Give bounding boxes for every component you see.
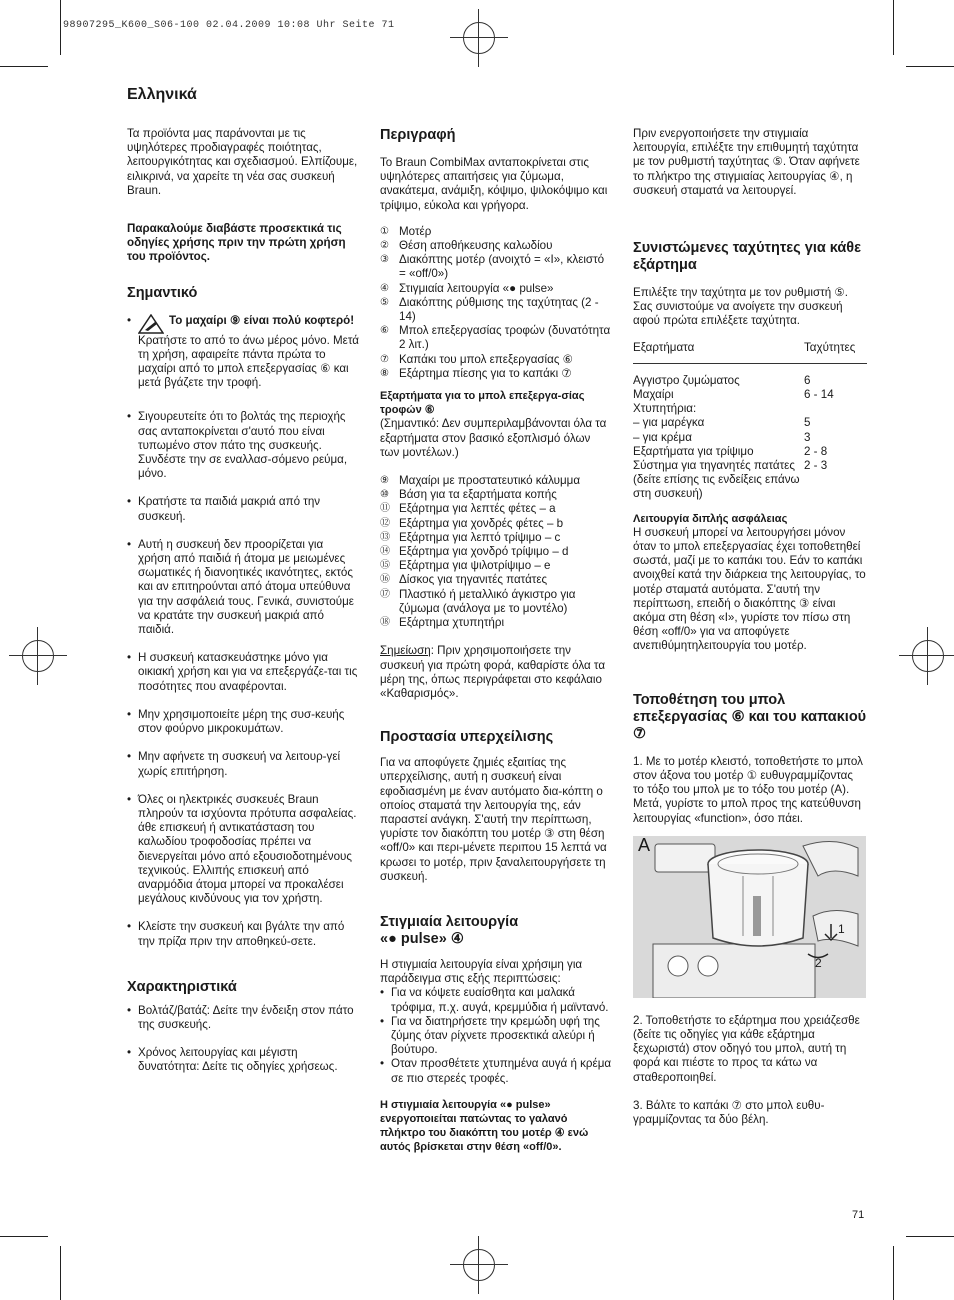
list-item: • Μην χρησιμοποιείτε μέρη της συσ-κευής στον φούρνο μικροκυμάτων. (127, 708, 359, 736)
crop-mark (0, 1236, 48, 1237)
accessories-bold: Εξαρτήματα για το μπολ επεξεργα-σίας τροφών ⑥ (380, 390, 585, 417)
crop-mark (60, 0, 61, 55)
pulse-list (380, 986, 612, 1085)
accessories-list (380, 474, 612, 630)
intro-text: Τα προϊόντα μας παράνονται με τις υψηλότερες προδιαγραφές ποιότητας, λειτουργικότητας και σχεδιασμού. Ελπίζουμε, ειλικρινά, να χαρείτε τη νέα σας συσκευή Braun. (127, 127, 358, 197)
list-item: • Οταν προσθέτετε χτυπημένα αυγά ή κρέμα σε πιο στερεές τροφές. (380, 1057, 612, 1085)
safety-list (127, 410, 359, 948)
language-title: Ελληνικά (127, 86, 197, 103)
warning-block (127, 314, 359, 391)
list-item: ⑱ Εξάρτημα χτυπητήρι (380, 616, 505, 630)
warning-text: Κρατήστε το από το άνω μέρος μόνο. Μετά τη χρήση, αφαιρείτε πάντα πρώτα το μαχαίρι από το μπολ επεξεργασίας ⑥ και μετά βγάζετε την τροφή. (138, 333, 359, 390)
table-row: Μαχαίρι 6 - 14 (633, 388, 834, 402)
print-header: 98907295_K600_S06-100 02.04.2009 10:08 Uhr Seite 71 (63, 20, 395, 31)
crop-mark (893, 1246, 894, 1300)
speed-table (633, 341, 867, 502)
description-intro: Το Braun CombiMax ανταποκρίνεται στις υψηλότερες απαιτήσεις για ζύμωμα, ανακάτεμα, ανάμιξη, κόψιμο, ψιλοκόψιμο και τρίψιμο, εύκολα και γρήγορα. (380, 156, 608, 212)
table-row: Εξαρτήματα για τρίψιμο 2 - 8 (633, 444, 828, 458)
list-item: ③ Διακόπτης μοτέρ (ανοιχτό = «I», κλειστό = «off/0») (380, 253, 605, 281)
table-row: Αγγιστρο ζυμώματος 6 (633, 373, 811, 387)
figure-a (633, 836, 866, 998)
list-item: • Αυτή η συσκευή δεν προορίζεται για χρήση από παιδιά ή άτομα με μειωμένες σωματικές ή διανοητικές ικανότητες, εκτός και αν επιτηρούνται από άτομα υπεύθυνα για την ασφάλειά τους. Γενικά, συνιστούμε να κρατάτε την συσκευή μακριά από παιδιά. (127, 538, 359, 637)
crop-mark (893, 0, 894, 55)
table-header: Εξαρτήματα Ταχύτητες (633, 341, 867, 364)
list-item: • Μην αφήνετε τη συσκευή να λειτουρ-γεί χωρίς επιτήρηση. (127, 750, 359, 778)
pulse-continued: Πριν ενεργοποιήσετε την στιγμιαία λειτουργία, επιλέξτε την επιθυμητή ταχύτητα με τον ρυθμιστή ταχύτητας ⑤. Όταν αφήνετε το πλήκτρο της στιγμιαίας λειτουργίας ④, η συσκευή σταματά να λειτουργεί. (633, 127, 860, 197)
registration-mark (22, 640, 54, 672)
list-item: ⑩ Βάση για τα εξαρτήματα κοπής (380, 488, 557, 502)
list-item: • Χρόνος λειτουργίας και μέγιστη δυνατότητα: Δείτε τις οδηγίες χρήσεως. (127, 1046, 359, 1074)
crop-mark (60, 1246, 61, 1300)
important-heading: Σημαντικό (127, 284, 198, 301)
column-2 (380, 127, 612, 1155)
list-item: ④ Στιγμιαία λειτουργία «● pulse» (380, 281, 554, 295)
list-item: ⑦ Καπάκι του μπολ επεξεργασίας ⑥ (380, 352, 574, 366)
list-item: ⑪ Εξάρτημα για λεπτές φέτες – a (380, 502, 556, 516)
list-item: • Κλείστε την συσκευή και βγάλτε την από την πρίζα πριν την αποθηκεύ-σετε. (127, 920, 359, 948)
registration-mark (912, 640, 944, 672)
list-item: ⑯ Δίσκος για τηγανιτές πατάτες (380, 573, 548, 587)
registration-mark (463, 1249, 495, 1281)
speeds-intro: Επιλέξτε την ταχύτητα με τον ρυθμιστή ⑤. Σας συνιστούμε να ανοίγετε την συσκευή αφού πρώτα επιλέξετε ταχύτητα. (633, 286, 848, 328)
list-item: ⑫ Εξάρτημα για χονδρές φέτες – b (380, 516, 564, 530)
features-heading: Χαρακτηριστικά (127, 978, 237, 995)
table-row: Χτυπητήρια: (633, 402, 697, 416)
list-item: ⑮ Εξάρτημα για ψιλοτρίψιμο – e (380, 559, 551, 573)
bullet: • (127, 313, 132, 327)
table-row: Σύστημα για τηγανητές πατάτες 2 - 3 (633, 459, 828, 473)
list-item: ⑧ Εξάρτημα πίεσης για το καπάκι ⑦ (380, 366, 572, 380)
list-item: • Σιγουρευτείτε ότι το βολτάς της περιοχής σας ανταποκρίνεται σ'αυτό που είναι τυπωμένο στον πάτο της συσκευής. Συνδέστε την σε εναλλασ-σόμενο ρεύμα, μόνο. (127, 410, 359, 481)
warning-bold: Το μαχαίρι ⑨ είναι πολύ κοφτερό! (169, 313, 355, 327)
pulse-heading: Στιγμιαία λειτουργία «● pulse» ④ (380, 913, 519, 947)
pulse-intro: Η στιγμιαία λειτουργία είναι χρήσιμη για παράδειγμα στις εξής περιπτώσεις: (380, 957, 583, 986)
intro-bold: Παρακαλούμε διαβάστε προσεκτικά τις οδηγίες χρήσης πριν την πρώτη χρήση του προϊόντος. (127, 222, 346, 264)
list-item: • Βολτάζ/βατάζ: Δείτε την ένδειξη στον πάτο της συσκευής. (127, 1004, 359, 1032)
description-heading: Περιγραφή (380, 127, 456, 143)
speeds-heading: Συνιστώμενες ταχύτητες για κάθε εξάρτημα (633, 240, 862, 274)
crop-mark (906, 66, 954, 67)
list-item: • Όλες οι ηλεκτρικές συσκευές Braun πληρούν τα ισχύοντα πρότυπα ασφαλείας. άθε επισκευή ή αντικατάσταση του καλωδίου τροφοδοσίας πρέπει να διενεργείται μόνο από εξουσιοδοτημένους τεχνικούς. Ελλιπής επισκευή από αναρμόδια άτομα μπορεί να προκαλέσει μεγάλους κινδύνους για τον χρήστη. (127, 793, 359, 907)
list-item: ⑭ Εξάρτημα για χονδρό τρίψιμο – d (380, 545, 569, 559)
list-item: ⑤ Διακόπτης ρύθμισης της ταχύτητας (2 - 14) (380, 295, 599, 324)
overflow-heading: Προστασία υπερχείλισης (380, 729, 554, 746)
arrow-1-label: 1 (838, 921, 845, 936)
list-item: ② Θέση αποθήκευσης καλωδίου (380, 239, 553, 253)
list-item: • Η συσκευή κατασκευάστηκε μόνο για οικιακή χρήση και για να επεξεργάζε-ται τις ποσότητες που αναφέρονται. (127, 651, 359, 694)
double-safety-text: Η συσκευή μπορεί να λειτουργήσει μόνον όταν το μπολ επεξεργασίας έχει τοποθετηθεί σωστά, μαζί με το καπάκι του. Εάν το καπάκι ανοιχθεί κατά την διάρκεια της λειτουργίας, το μοτέρ σταματά αυτόματα. Σ'αυτή την περίπτωση, επειδή ο διακόπτης ③ είναι ακόμα στη θέση «I», γυρίστε τον πίσω στη θέση «off/0» για να αποφύγετε ανεπιθύμητηλειτουργία του μοτέρ. (633, 525, 866, 653)
pulse-bold: Η στιγμιαία λειτουργία «● pulse» ενεργοποιείται πατώντας το γαλανό πλήκτρο του διακόπτη του μοτέρ ④ ενώ αυτός βρίσκεται στην θέση «off/0». (380, 1098, 589, 1154)
table-row: – για κρέμα 3 (633, 430, 811, 444)
step-2: 2. Τοποθετήστε το εξάρτημα που χρειάζεσθε (δείτε τις οδηγίες για κάθε εξάρτημα ξεχωριστά) στον οδηγό του μπολ, αυτή τη φορά και πιέστε το προς τα κάτω να σταθεροποιηθεί. (633, 1013, 860, 1084)
list-item: ⑰ Πλαστικό ή μεταλλικό άγκιστρο για ζύμωμα (ανάλογα με το μοντέλο) (380, 587, 576, 615)
list-item: • Για να διατηρήσετε την κρεμώδη υφή της ζύμης όταν ρίχνετε προσεκτικά αλεύρι ή βούτυρο. (380, 1015, 612, 1058)
accessories-note: (Σημαντικό: Δεν συμπεριλαμβάνονται όλα τα εξαρτήματα στον βασικό εξοπλισμό όλων των μοντέλων.) (380, 417, 607, 459)
features-list (127, 1004, 359, 1075)
knife-warning-icon (138, 314, 164, 334)
crop-mark (0, 66, 48, 67)
registration-mark (463, 22, 495, 54)
note-label: Σημείωση (380, 644, 431, 658)
list-item: • Κρατήστε τα παιδιά μακριά από την συσκευή. (127, 495, 359, 523)
bowl-heading: Τοποθέτηση του μπολ επεξεργασίας ⑥ και του καπακιού ⑦ (633, 691, 867, 742)
crop-mark (906, 1236, 954, 1237)
page-number: 71 (852, 1209, 865, 1221)
table-note: (δείτε επίσης τις ενδείξεις επάνω στη συσκευή) (633, 473, 800, 501)
column-3 (633, 127, 867, 1127)
list-item: ⑥ Μπολ επεξεργασίας τροφών (δυνατότητα 2 λιτ.) (380, 324, 611, 352)
list-item: ⑬ Εξάρτημα για λεπτό τρίψιμο – c (380, 530, 561, 544)
table-row: – για μαρέγκα 5 (633, 416, 811, 430)
overflow-text: Για να αποφύγετε ζημιές εξαιτίας της υπερχείλισης, αυτή η συσκευή είναι εφοδιασμένη με έναν αυτόματο δια-κόπτη ο οποίος σταματά την λειτουργία της, εάν παραστεί ανάγκη. Σ'αυτή την περίπτωση, γυρίστε τον διακόπτη του μοτέρ ③ στη θέση «off/0» και περι-μένετε περιπου 15 λεπτά να κρωσει το μοτέρ, πριν ξαναλειτουργήσετε τη συσκευή. (380, 756, 607, 883)
step-3: 3. Βάλτε το καπάκι ⑦ στο μπολ ευθυ-γραμμίζοντας τα δύο βέλη. (633, 1098, 825, 1126)
note-paragraph (380, 644, 612, 701)
double-safety-bold: Λειτουργία διπλής ασφάλειας (633, 512, 788, 525)
list-item: ⑨ Μαχαίρι με προστατευτικό κάλυμμα (380, 474, 581, 488)
parts-list (380, 225, 612, 381)
food-processor-illustration (633, 836, 866, 998)
figure-label: A (638, 835, 651, 855)
note-text: : Πριν χρησιμοποιήσετε την συσκευή για πρώτη φορά, καθαρίστε όλα τα μέρη της, όπως περιγράφεται στο κεφάλαιο «Καθαρισμός». (380, 644, 606, 700)
column-1 (127, 127, 359, 1075)
arrow-2-label: 2 (815, 955, 822, 970)
list-item: ① Μοτέρ (380, 224, 432, 238)
list-item: • Για να κόψετε ευαίσθητα και μαλακά τρόφιμα, π.χ. αυγά, κρεμμύδια ή μαϊντανό. (380, 986, 612, 1014)
step-1: 1. Με το μοτέρ κλειστό, τοποθετήστε το μπολ στον άξονα του μοτέρ ① ευθυγραμμίζοντας το τόξο του μπολ με το τόξο του μοτέρ (A). Μετά, γυρίστε το μπολ προς της κατεύθυνση λειτουργίας «function», όσο πάει. (633, 754, 863, 825)
